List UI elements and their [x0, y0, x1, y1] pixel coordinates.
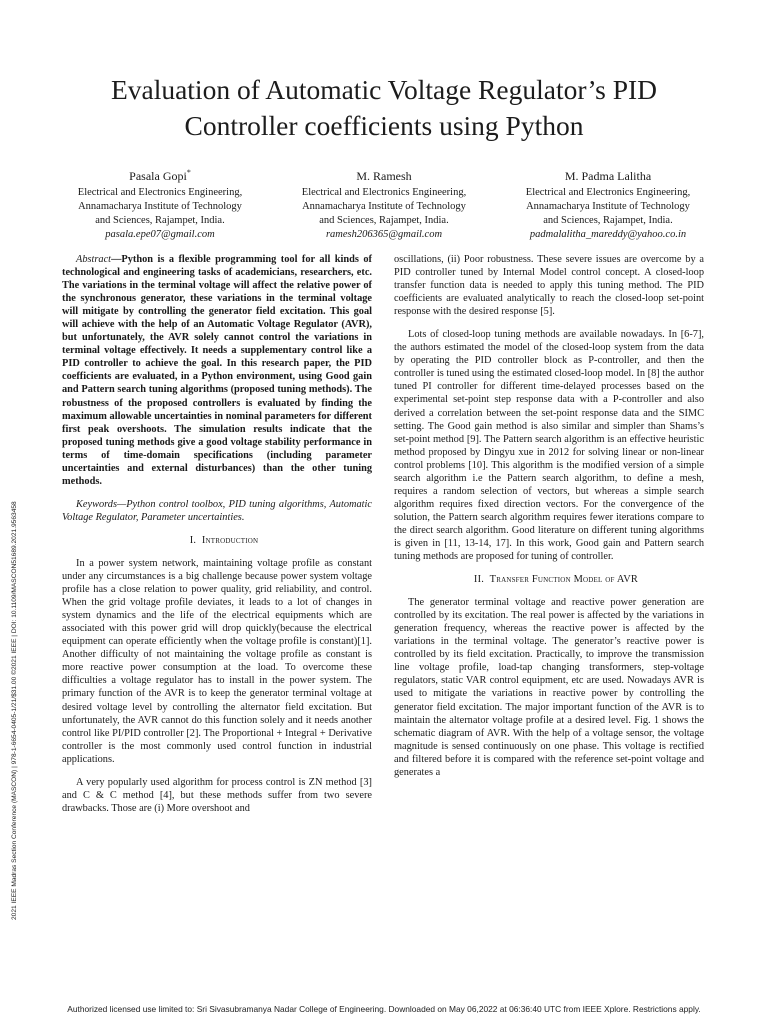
- abstract: [62, 253, 372, 488]
- author-1-mark: *: [186, 168, 191, 177]
- author-2-inst: Annamacharya Institute of Technology: [302, 201, 466, 212]
- author-3-email[interactable]: padmalalitha_mareddy@yahoo.co.in: [529, 229, 687, 240]
- keywords-lead: Keywords: [76, 498, 117, 510]
- paper-title-line-2: Controller coefficients using Python: [184, 110, 584, 141]
- section-1-number: I.: [189, 534, 197, 546]
- author-1-dept: Electrical and Electronics Engineering,: [77, 187, 243, 198]
- abstract-lead: Abstract: [76, 254, 112, 265]
- section-2-heading: [394, 573, 704, 586]
- section-2-paragraph-1: The generator terminal voltage and reactive power generation are controlled by its excitation. The real power is affected by the variations in generation frequency, whereas the reactive power is affected by the variations in the terminal voltage. The generator’s reactive power is controlled by its field excitation. Practically, to improve the transmission line voltage profile, load-tap changing transformers, step-voltage regulators, static VAR control equipment, etc are used. Nowadays AVR is used to mitigate the variations in reactive power by controlling the generator field excitation. The major important function of the AVR is to maintain the alternator voltage profile at a desired level. Fig. 1 shows the schematic diagram of AVR. With the help of a voltage sensor, the voltage magnitude is sensed continuously on one phase. This voltage is rectified and filtered before it is compared with the reference set-point voltage and generates a: [394, 597, 704, 778]
- paper-title: [40, 72, 728, 144]
- author-3-place: and Sciences, Rajampet, India.: [543, 215, 673, 226]
- author-3: [496, 165, 720, 242]
- section-2-title: Transfer Function Model of AVR: [489, 574, 639, 586]
- author-1-place: and Sciences, Rajampet, India.: [95, 215, 225, 226]
- right-column: [394, 253, 704, 779]
- author-2-place: and Sciences, Rajampet, India.: [319, 215, 449, 226]
- conference-doi-sidebar: 2021 IEEE Madras Section Conference (MASCON) | 978-1-6654-0405-1/21/$31.00 ©2021 IEEE | DOI: 10.1109/MASCON51689.2021.9563458: [11, 501, 18, 920]
- author-3-name: M. Padma Lalitha: [564, 169, 652, 183]
- keywords-body: —Python control toolbox, PID tuning algorithms, Automatic Voltage Regulator, Parameter uncertainties.: [62, 498, 372, 523]
- author-3-dept: Electrical and Electronics Engineering,: [525, 187, 691, 198]
- author-2-dept: Electrical and Electronics Engineering,: [301, 187, 467, 198]
- author-1-email[interactable]: pasala.epe07@gmail.com: [105, 229, 215, 240]
- author-2-email[interactable]: ramesh206365@gmail.com: [325, 229, 443, 240]
- section-1-heading: [62, 534, 372, 547]
- author-1: [48, 165, 272, 242]
- intro-paragraph-1: In a power system network, maintaining voltage profile as constant under any circumstances is a big challenge because power system voltage profile has a close relation to power quality, grid reliability, and control. When the grid voltage profile deviates, it leads to a lot of changes in system dynamics and the life of the electrical equipments which are associated with this power grid will drop quickly(because the electrical equipment can operate efficiently when the voltage profile is constant)[1]. Another difficulty of not maintaining the voltage profile as constant is more reactive power consumption at the load. To overcome these difficulties a voltage regulator has to install in the power system. The primary function of the AVR is to keep the generator terminal voltage at desired voltage level by controlling the alternator field excitation. But unfortunately, the AVR cannot do this function solely and it needs another control like PI/PID controller [2]. The Proportional + Integral + Derivative controller is the most commonly used control function in industrial applications.: [62, 557, 372, 765]
- author-block: [48, 165, 720, 245]
- author-1-name: Pasala Gopi: [129, 169, 187, 183]
- author-1-inst: Annamacharya Institute of Technology: [78, 201, 242, 212]
- license-footer: Authorized licensed use limited to: Sri Sivasubramanya Nadar College of Engineering. Downloaded on May 06,2022 at 06:36:40 UTC from IEEE Xplore. Restrictions apply.: [67, 1004, 701, 1014]
- author-2: [272, 165, 496, 242]
- intro-paragraph-2: A very popularly used algorithm for process control is ZN method [3] and C & C method [4], but these methods suffer from two severe drawbacks. Those are (i) More overshoot and: [62, 776, 372, 814]
- section-2-number: II.: [473, 574, 485, 586]
- section-1-title: Introduction: [201, 534, 259, 546]
- author-2-name: M. Ramesh: [356, 169, 412, 183]
- right-paragraph-2: Lots of closed-loop tuning methods are available nowadays. In [6-7], the authors estimated the model of the closed-loop system from the data by operating the PID controller block as P-controller, and then the controller is tuned using the estimated closed-loop model. In [8] the author tuned PI controller for different time-delayed processes based on the experimental set-point step response data with a P-controller and also derived a correlation between the set-point response data and the SIMC setting. The Good gain method is also similar and simpler than Shams’s set-point method [9]. The Pattern search algorithm is an effective heuristic method proposed by Dingyu xue in 2012 for solving linear or non-linear control problems [10]. This algorithm is the modified version of a simple search algorithm i.e the Pattern search algorithm, to define a mesh, requires a random selection of vectors, but whereas a simple search algorithm requires fixed direction vectors. For the convergence of the solution, the Pattern search algorithm requires fewer iterations compare to the direct search algorithm. Good literature on different tuning algorithms is given in [11, 13-14, 17]. In this work, Good gain and Pattern search tuning methods are proposed for tuning of controller.: [394, 329, 704, 563]
- author-3-inst: Annamacharya Institute of Technology: [526, 201, 690, 212]
- paper-title-line-1: Evaluation of Automatic Voltage Regulator’s PID: [110, 74, 658, 105]
- abstract-body: —Python is a flexible programming tool for all kinds of technological and engineering tasks of academicians, researchers, etc. The variations in the terminal voltage will affect the relative power of the synchronous generator, these variations in the terminal voltage will mitigate by controlling the generator field excitation. This goal will achieve with the help of an Automatic Voltage Regulator (AVR), but unfortunately, the AVR solely cannot control the variations in terminal voltage effectively. It needs a supplementary control like a PID controller to achieve the goal. In this research paper, the PID coefficients are evaluated, in a Python environment, using Good gain and Pattern search tuning algorithms (proposed tuning methods). The robustness of the proposed controllers is evaluated by finding the maximum allowable uncertainties in nominal parameters for different first peak overshoots. The simulation results indicate that the proposed tuning methods give a good voltage stability performance in terms of time-domain specifications (including parameter uncertainties and external disturbances) than the other tuning methods.: [62, 254, 372, 487]
- left-column: [62, 253, 372, 815]
- keywords: [62, 498, 372, 524]
- right-paragraph-1: oscillations, (ii) Poor robustness. These severe issues are overcome by a PID controller tuned by Internal Model control concept. A closed-loop transfer function data is needed to apply this tuning method. The PID coefficients are evaluated analytically to reach the closed-loop set-point response with the desired response [5].: [394, 254, 704, 318]
